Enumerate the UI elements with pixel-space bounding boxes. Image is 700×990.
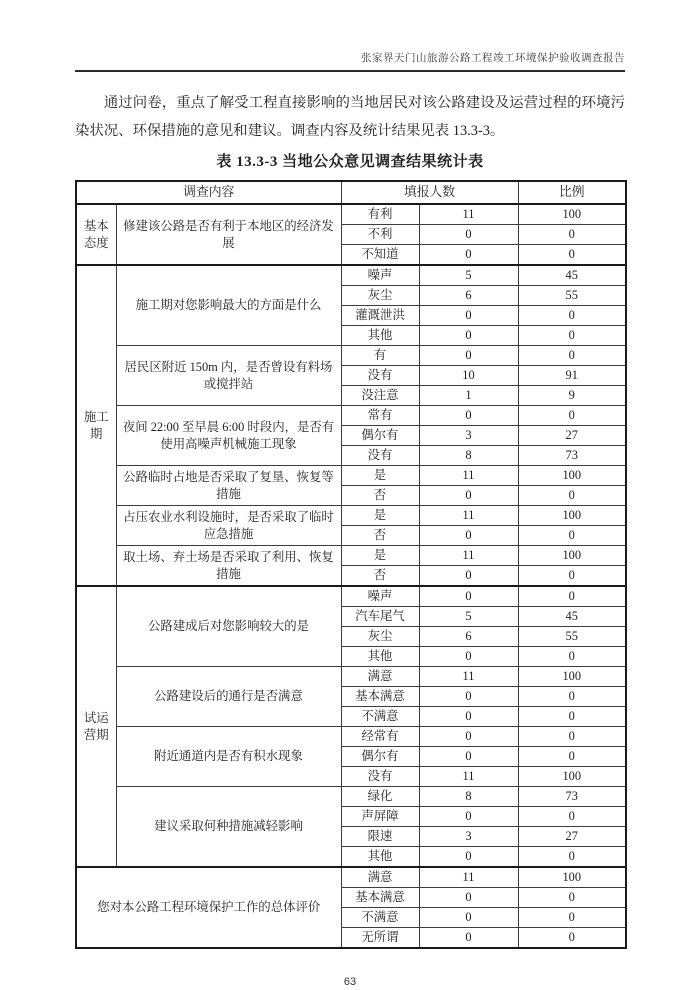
- table-row: [76, 265, 626, 286]
- table-row: [76, 727, 626, 747]
- option-label: 是: [341, 546, 419, 566]
- option-ratio: 45: [518, 607, 626, 627]
- page-number: 63: [343, 976, 357, 988]
- option-label: 满意: [341, 667, 419, 687]
- option-count: 0: [419, 908, 518, 928]
- option-ratio: 27: [518, 426, 626, 446]
- table-row: [76, 406, 626, 426]
- table-row: [76, 787, 626, 807]
- question-cell: 公路建成后对您影响较大的是: [116, 586, 341, 667]
- option-ratio: 0: [518, 727, 626, 747]
- option-count: 11: [419, 767, 518, 787]
- option-ratio: 0: [518, 406, 626, 426]
- page-header-title: 张家界天门山旅游公路工程竣工环境保护验收调查报告: [75, 0, 625, 72]
- option-count: 6: [419, 286, 518, 306]
- option-label: 不满意: [341, 707, 419, 727]
- option-label: 不满意: [341, 908, 419, 928]
- option-label: 没有: [341, 767, 419, 787]
- option-ratio: 0: [518, 807, 626, 827]
- option-ratio: 0: [518, 225, 626, 245]
- option-label: 偶尔有: [341, 747, 419, 767]
- question-cell: 公路临时占地是否采取了复垦、恢复等措施: [116, 466, 341, 506]
- option-count: 0: [419, 586, 518, 607]
- question-cell: 您对本公路工程环境保护工作的总体评价: [76, 867, 341, 948]
- option-count: 0: [419, 888, 518, 908]
- option-label: 其他: [341, 647, 419, 667]
- option-label: 汽车尾气: [341, 607, 419, 627]
- column-header-content: 调查内容: [76, 181, 341, 204]
- table-header-row: [76, 181, 626, 204]
- option-label: 没注意: [341, 386, 419, 406]
- option-ratio: 0: [518, 306, 626, 326]
- table-group: [76, 204, 626, 265]
- option-count: 0: [419, 727, 518, 747]
- option-ratio: 45: [518, 265, 626, 286]
- option-count: 8: [419, 787, 518, 807]
- option-count: 11: [419, 466, 518, 486]
- option-ratio: 73: [518, 446, 626, 466]
- table-row: [76, 586, 626, 607]
- table-row: [76, 867, 626, 888]
- option-count: 10: [419, 366, 518, 386]
- option-ratio: 0: [518, 326, 626, 346]
- table-row: [76, 204, 626, 225]
- option-label: 否: [341, 566, 419, 587]
- question-cell: 取土场、弃土场是否采取了利用、恢复措施: [116, 546, 341, 587]
- option-count: 0: [419, 647, 518, 667]
- option-count: 11: [419, 667, 518, 687]
- option-label: 无所谓: [341, 928, 419, 949]
- option-ratio: 100: [518, 767, 626, 787]
- table-row: [76, 667, 626, 687]
- table-row: [76, 181, 626, 204]
- option-ratio: 55: [518, 286, 626, 306]
- option-count: 3: [419, 827, 518, 847]
- option-ratio: 9: [518, 386, 626, 406]
- column-header-ratio: 比例: [518, 181, 626, 204]
- intro-paragraph: 通过问卷，重点了解受工程直接影响的当地居民对该公路建设及运营过程的环境污染状况、环保措施的意见和建议。调查内容及统计结果见表 13.3-3。: [75, 95, 625, 139]
- option-ratio: 100: [518, 506, 626, 526]
- option-label: 偶尔有: [341, 426, 419, 446]
- option-count: 0: [419, 526, 518, 546]
- option-count: 0: [419, 346, 518, 366]
- option-label: 声屏障: [341, 807, 419, 827]
- option-count: 6: [419, 627, 518, 647]
- option-count: 0: [419, 406, 518, 426]
- option-label: 基本满意: [341, 888, 419, 908]
- table-row: [76, 546, 626, 566]
- option-count: 0: [419, 707, 518, 727]
- option-label: 其他: [341, 326, 419, 346]
- option-count: 8: [419, 446, 518, 466]
- question-cell: 公路建设后的通行是否满意: [116, 667, 341, 727]
- question-cell: 修建该公路是否有利于本地区的经济发展: [116, 204, 341, 265]
- option-label: 绿化: [341, 787, 419, 807]
- option-label: 否: [341, 486, 419, 506]
- option-label: 否: [341, 526, 419, 546]
- option-label: 是: [341, 506, 419, 526]
- option-count: 3: [419, 426, 518, 446]
- option-count: 0: [419, 566, 518, 587]
- option-ratio: 0: [518, 847, 626, 868]
- option-count: 0: [419, 928, 518, 949]
- option-count: 0: [419, 687, 518, 707]
- group-label: 施工期: [76, 265, 116, 586]
- option-ratio: 0: [518, 526, 626, 546]
- table-row: [76, 506, 626, 526]
- option-ratio: 0: [518, 908, 626, 928]
- question-cell: 附近通道内是否有积水现象: [116, 727, 341, 787]
- option-count: 0: [419, 326, 518, 346]
- option-label: 噪声: [341, 586, 419, 607]
- option-ratio: 100: [518, 667, 626, 687]
- question-cell: 施工期对您影响最大的方面是什么: [116, 265, 341, 346]
- option-label: 灌溉泄洪: [341, 306, 419, 326]
- option-label: 是: [341, 466, 419, 486]
- table-group: [76, 586, 626, 867]
- option-label: 常有: [341, 406, 419, 426]
- option-label: 噪声: [341, 265, 419, 286]
- option-label: 有利: [341, 204, 419, 225]
- option-label: 其他: [341, 847, 419, 868]
- option-count: 5: [419, 265, 518, 286]
- group-label: 试运营期: [76, 586, 116, 867]
- option-ratio: 0: [518, 346, 626, 366]
- question-cell: 建议采取何种措施减轻影响: [116, 787, 341, 868]
- option-count: 11: [419, 204, 518, 225]
- option-label: 经常有: [341, 727, 419, 747]
- option-ratio: 100: [518, 546, 626, 566]
- option-count: 0: [419, 847, 518, 868]
- option-ratio: 0: [518, 707, 626, 727]
- option-count: 5: [419, 607, 518, 627]
- option-ratio: 55: [518, 627, 626, 647]
- option-count: 0: [419, 807, 518, 827]
- question-cell: 夜间 22:00 至早晨 6:00 时段内，是否有使用高噪声机械施工现象: [116, 406, 341, 466]
- question-cell: 占压农业水利设施时，是否采取了临时应急措施: [116, 506, 341, 546]
- option-count: 0: [419, 486, 518, 506]
- option-label: 没有: [341, 446, 419, 466]
- option-ratio: 0: [518, 888, 626, 908]
- option-ratio: 0: [518, 747, 626, 767]
- option-label: 限速: [341, 827, 419, 847]
- option-count: 11: [419, 867, 518, 888]
- option-count: 1: [419, 386, 518, 406]
- option-ratio: 100: [518, 466, 626, 486]
- option-count: 0: [419, 306, 518, 326]
- option-ratio: 27: [518, 827, 626, 847]
- option-ratio: 0: [518, 586, 626, 607]
- option-label: 没有: [341, 366, 419, 386]
- option-ratio: 0: [518, 647, 626, 667]
- option-label: 灰尘: [341, 627, 419, 647]
- option-ratio: 73: [518, 787, 626, 807]
- option-ratio: 0: [518, 928, 626, 949]
- table-row: [76, 466, 626, 486]
- option-label: 满意: [341, 867, 419, 888]
- option-label: 有: [341, 346, 419, 366]
- column-header-count: 填报人数: [341, 181, 518, 204]
- option-count: 0: [419, 747, 518, 767]
- option-count: 11: [419, 546, 518, 566]
- option-ratio: 100: [518, 204, 626, 225]
- survey-table: [75, 180, 627, 949]
- option-ratio: 0: [518, 687, 626, 707]
- option-ratio: 0: [518, 245, 626, 266]
- option-ratio: 91: [518, 366, 626, 386]
- group-label: 基本态度: [76, 204, 116, 265]
- option-ratio: 100: [518, 867, 626, 888]
- table-group: [76, 867, 626, 948]
- option-label: 不利: [341, 225, 419, 245]
- option-label: 基本满意: [341, 687, 419, 707]
- option-count: 0: [419, 225, 518, 245]
- table-caption: 表 13.3-3 当地公众意见调查结果统计表: [216, 154, 484, 170]
- question-cell: 居民区附近 150m 内，是否曾设有料场或搅拌站: [116, 346, 341, 406]
- option-label: 不知道: [341, 245, 419, 266]
- table-row: [76, 346, 626, 366]
- page-content: [75, 0, 625, 988]
- option-ratio: 0: [518, 486, 626, 506]
- option-count: 0: [419, 245, 518, 266]
- option-ratio: 0: [518, 566, 626, 587]
- option-label: 灰尘: [341, 286, 419, 306]
- option-count: 11: [419, 506, 518, 526]
- table-group: [76, 265, 626, 586]
